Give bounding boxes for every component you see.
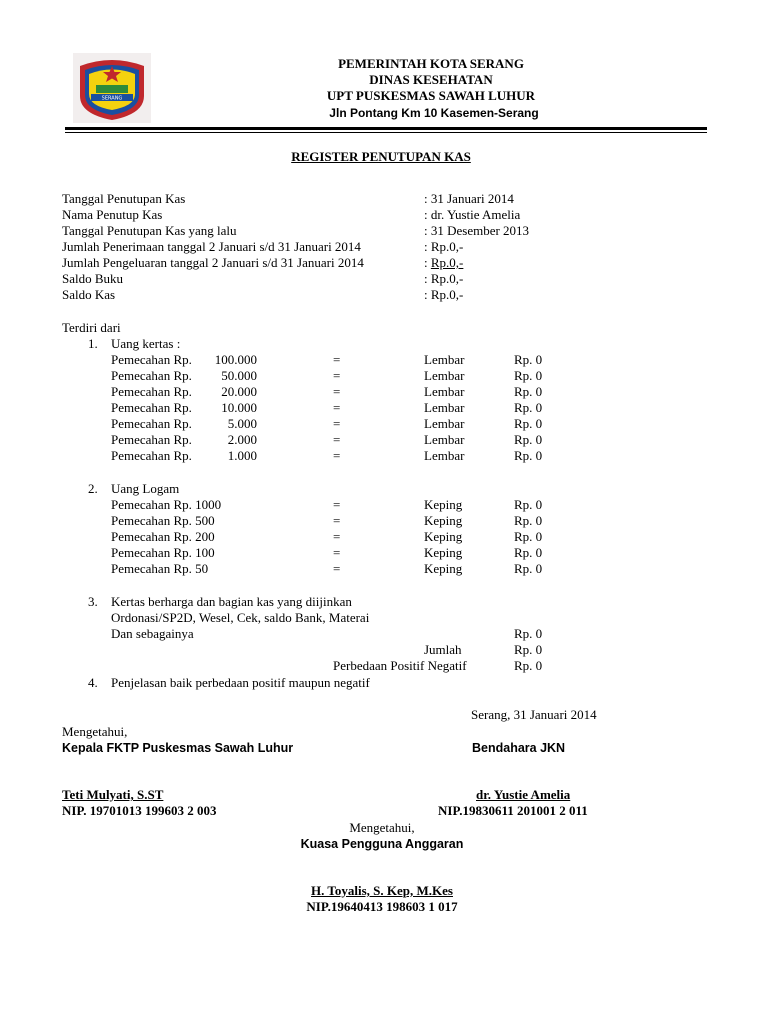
info-label: Jumlah Pengeluaran tanggal 2 Januari s/d 31 Januari 2014 <box>62 255 364 270</box>
info-value: : Rp.0,- <box>424 287 464 302</box>
info-value: : Rp.0,- <box>424 239 464 254</box>
coin-label: Pemecahan Rp. 1000 <box>111 497 222 512</box>
equals-sign: = <box>333 545 341 560</box>
row-value: Rp. 0 <box>514 352 543 367</box>
denomination-label: Pemecahan Rp. <box>111 432 192 447</box>
coin-label: Pemecahan Rp. 200 <box>111 529 215 544</box>
equals-sign: = <box>333 416 341 431</box>
right-signer-name: dr. Yustie Amelia <box>476 787 571 802</box>
unit-label: Keping <box>424 545 463 560</box>
info-value: : 31 Desember 2013 <box>424 223 530 238</box>
row-value: Rp. 0 <box>514 368 543 383</box>
denomination-amount: 20.000 <box>221 384 257 399</box>
equals-sign: = <box>333 384 341 399</box>
section-number: 4. <box>88 675 98 690</box>
place-date: Serang, 31 Januari 2014 <box>471 707 597 722</box>
equals-sign: = <box>333 529 341 544</box>
row-value: Rp. 0 <box>514 448 543 463</box>
info-value: : dr. Yustie Amelia <box>424 207 521 222</box>
section-title: Uang kertas : <box>111 336 181 351</box>
center-signer-name: H. Toyalis, S. Kep, M.Kes <box>311 883 453 898</box>
info-label: Nama Penutup Kas <box>62 207 163 222</box>
equals-sign: = <box>333 448 341 463</box>
mengetahui-label: Mengetahui, <box>62 724 128 739</box>
equals-sign: = <box>333 352 341 367</box>
coin-label: Pemecahan Rp. 500 <box>111 513 215 528</box>
info-label: Saldo Buku <box>62 271 124 286</box>
logo-text: SERANG <box>101 95 123 102</box>
denomination-amount: 100.000 <box>214 352 257 367</box>
denomination-label: Pemecahan Rp. <box>111 384 192 399</box>
header-line-1: PEMERINTAH KOTA SERANG <box>338 56 524 71</box>
section-line: Kertas berharga dan bagian kas yang diijinkan <box>111 594 352 609</box>
header-rule-thick <box>65 127 707 130</box>
unit-label: Keping <box>424 497 463 512</box>
city-logo <box>72 52 152 124</box>
denomination-label: Pemecahan Rp. <box>111 448 192 463</box>
right-signer-title: Bendahara JKN <box>472 741 566 755</box>
unit-label: Lembar <box>424 432 465 447</box>
right-signer-nip: NIP.19830611 201001 2 011 <box>438 803 588 818</box>
header-address: Jln Pontang Km 10 Kasemen-Serang <box>329 106 539 120</box>
row-value: Rp. 0 <box>514 626 543 641</box>
unit-label: Lembar <box>424 352 465 367</box>
unit-label: Lembar <box>424 384 465 399</box>
info-label: Jumlah Penerimaan tanggal 2 Januari s/d 31 Januari 2014 <box>62 239 361 254</box>
equals-sign: = <box>333 513 341 528</box>
section-number: 3. <box>88 594 98 609</box>
info-label: Tanggal Penutupan Kas yang lalu <box>62 223 237 238</box>
header-rule-thin <box>65 132 707 133</box>
denomination-amount: 1.000 <box>227 448 257 463</box>
denomination-label: Pemecahan Rp. <box>111 368 192 383</box>
section-number: 1. <box>88 336 98 351</box>
section-line: Dan sebagainya <box>111 626 194 641</box>
jumlah-value: Rp. 0 <box>514 642 543 657</box>
denomination-amount: 5.000 <box>227 416 257 431</box>
row-value: Rp. 0 <box>514 416 543 431</box>
left-signer-name: Teti Mulyati, S.ST <box>62 787 164 802</box>
center-signer-title: Kuasa Pengguna Anggaran <box>300 837 464 851</box>
row-value: Rp. 0 <box>514 561 543 576</box>
denomination-label: Pemecahan Rp. <box>111 416 192 431</box>
perbedaan-value: Rp. 0 <box>514 658 543 673</box>
unit-label: Lembar <box>424 416 465 431</box>
info-value-underlined: Rp.0,- <box>430 255 464 270</box>
unit-label: Lembar <box>424 448 465 463</box>
info-label: Tanggal Penutupan Kas <box>62 191 186 206</box>
info-value <box>424 255 463 271</box>
coin-label: Pemecahan Rp. 50 <box>111 561 209 576</box>
row-value: Rp. 0 <box>514 497 543 512</box>
row-value: Rp. 0 <box>514 400 543 415</box>
equals-sign: = <box>333 400 341 415</box>
unit-label: Lembar <box>424 400 465 415</box>
header-line-3: UPT PUSKESMAS SAWAH LUHUR <box>326 88 536 103</box>
equals-sign: = <box>333 561 341 576</box>
row-value: Rp. 0 <box>514 432 543 447</box>
terdiri-dari-label: Terdiri dari <box>62 320 121 335</box>
section-text: Penjelasan baik perbedaan positif maupun negatif <box>111 675 370 690</box>
equals-sign: = <box>333 368 341 383</box>
perbedaan-label: Perbedaan Positif Negatif <box>333 658 467 673</box>
center-mengetahui: Mengetahui, <box>349 820 415 835</box>
row-value: Rp. 0 <box>514 384 543 399</box>
info-value-prefix: : <box>424 255 431 270</box>
denomination-amount: 50.000 <box>221 368 257 383</box>
equals-sign: = <box>333 497 341 512</box>
denomination-label: Pemecahan Rp. <box>111 400 192 415</box>
info-label: Saldo Kas <box>62 287 116 302</box>
section-line: Ordonasi/SP2D, Wesel, Cek, saldo Bank, Materai <box>111 610 370 625</box>
left-signer-nip: NIP. 19701013 199603 2 003 <box>62 803 217 818</box>
section-title: Uang Logam <box>111 481 180 496</box>
unit-label: Keping <box>424 513 463 528</box>
header-line-2: DINAS KESEHATAN <box>369 72 493 87</box>
info-value: : Rp.0,- <box>424 271 464 286</box>
unit-label: Keping <box>424 529 463 544</box>
row-value: Rp. 0 <box>514 513 543 528</box>
info-value: : 31 Januari 2014 <box>424 191 514 206</box>
unit-label: Keping <box>424 561 463 576</box>
jumlah-label: Jumlah <box>424 642 462 657</box>
document-title: REGISTER PENUTUPAN KAS <box>291 149 471 164</box>
section-number: 2. <box>88 481 98 496</box>
center-signer-nip: NIP.19640413 198603 1 017 <box>306 899 458 914</box>
left-signer-title: Kepala FKTP Puskesmas Sawah Luhur <box>62 741 294 755</box>
denomination-label: Pemecahan Rp. <box>111 352 192 367</box>
denomination-amount: 2.000 <box>227 432 257 447</box>
row-value: Rp. 0 <box>514 529 543 544</box>
row-value: Rp. 0 <box>514 545 543 560</box>
equals-sign: = <box>333 432 341 447</box>
coin-label: Pemecahan Rp. 100 <box>111 545 215 560</box>
denomination-amount: 10.000 <box>221 400 257 415</box>
unit-label: Lembar <box>424 368 465 383</box>
